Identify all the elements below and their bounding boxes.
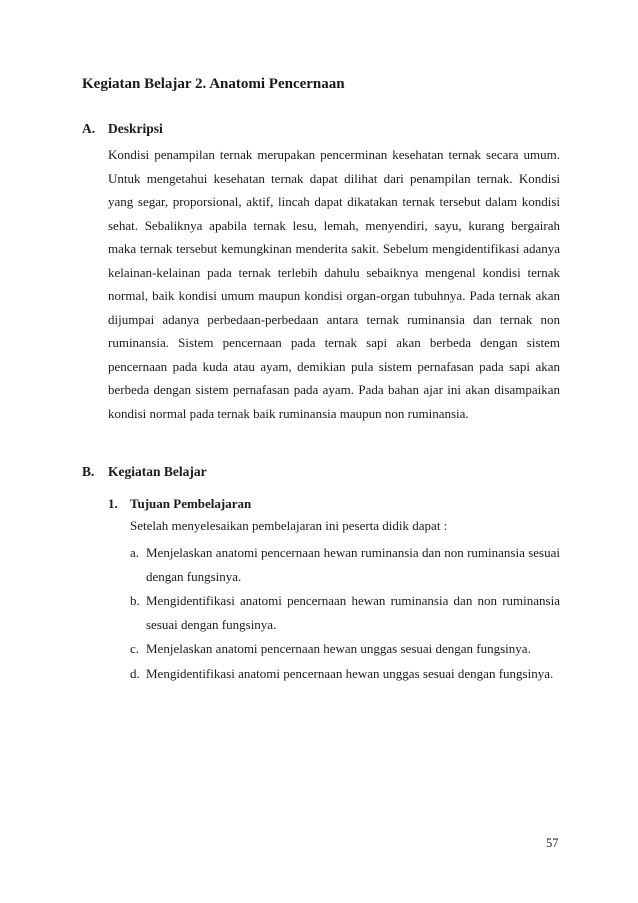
objective-item — [130, 589, 560, 636]
section-a-letter: A. — [82, 121, 96, 136]
objective-text: Mengidentifikasi anatomi pencernaan hewan unggas sesuai dengan fungsinya. — [146, 665, 554, 681]
objective-marker: c. — [130, 641, 140, 656]
objective-item — [130, 541, 560, 588]
section-a-title: Deskripsi — [108, 121, 163, 136]
objective-text: Mengidentifikasi anatomi pencernaan hewan ruminansia dan non ruminansia sesuai dengan fungsinya. — [146, 593, 560, 632]
objective-marker: b. — [130, 593, 140, 608]
objective-marker: d. — [130, 665, 140, 681]
objectives-list — [130, 541, 560, 686]
subsection-title: Tujuan Pembelajaran — [130, 496, 252, 511]
page-number: 57 — [546, 836, 559, 850]
section-b-title: Kegiatan Belajar — [108, 464, 207, 479]
objective-item — [130, 662, 560, 686]
objectives-intro: Setelah menyelesaikan pembelajaran ini peserta didik dapat : — [130, 518, 448, 533]
section-a-paragraph: Kondisi penampilan ternak merupakan pencerminan kesehatan ternak secara umum. Untuk mengetahui kesehatan ternak dapat dilihat dari penampilan ternak. Kondisi yang segar, proporsional, aktif, lincah dapat dikatakan ternak tersebut dalam kondisi sehat. Sebaliknya apabila ternak lesu, lemah, menyendiri, sayu, kurang bergairah maka ternak tersebut kemungkinan menderita sakit. Sebelum mengidentifikasi adanya kelainan-kelainan pada ternak terlebih dahulu sebaiknya mengenal kondisi ternak normal, baik kondisi umum maupun kondisi organ-organ tubuhnya. Pada ternak akan dijumpai adanya perbedaan-perbedaan antara ternak ruminansia dan ternak non ruminansia. Sistem pencernaan pada ternak sapi akan berbeda dengan sistem pencernaan pada kuda atau ayam, demikian pula sistem pernafasan pada sapi akan berbeda dengan sistem pernafasan pada ayam. Pada bahan ajar ini akan disampaikan kondisi normal pada ternak baik ruminansia maupun non ruminansia. — [108, 147, 560, 421]
section-a-heading — [82, 121, 163, 137]
chapter-title: Kegiatan Belajar 2. Anatomi Pencernaan — [82, 76, 345, 92]
section-b-heading — [82, 464, 207, 480]
subsection-number: 1. — [108, 496, 118, 511]
objective-text: Menjelaskan anatomi pencernaan hewan unggas sesuai dengan fungsinya. — [146, 641, 531, 656]
subsection-heading — [108, 496, 251, 512]
objective-item — [130, 637, 560, 661]
objective-text: Menjelaskan anatomi pencernaan hewan ruminansia dan non ruminansia sesuai dengan fungsinya. — [146, 545, 560, 584]
section-b-letter: B. — [82, 464, 95, 479]
objective-marker: a. — [130, 545, 140, 560]
